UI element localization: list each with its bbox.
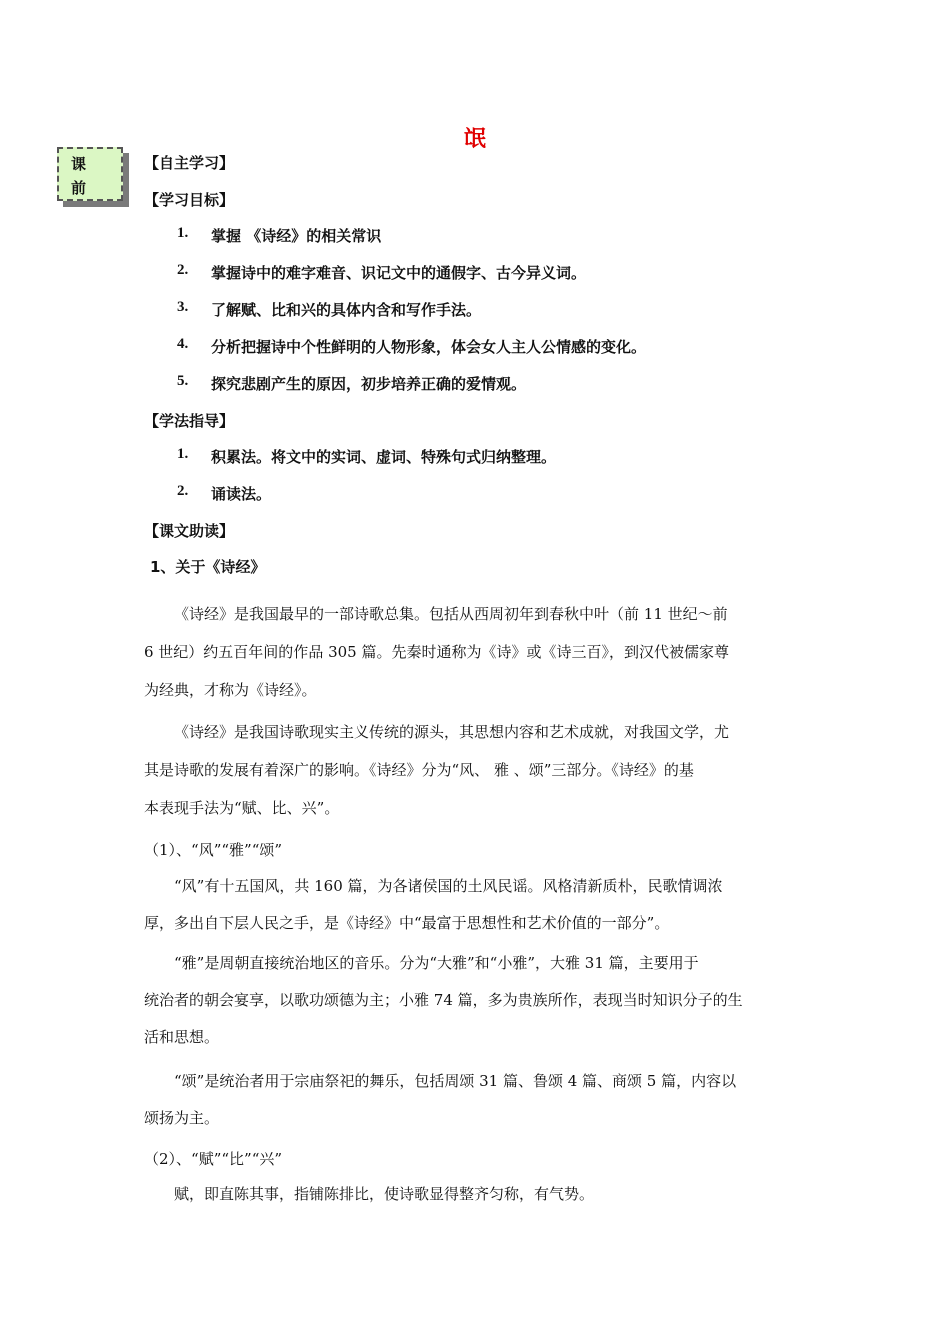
list-item-number: 1.: [177, 446, 189, 462]
list-item: 诵读法。: [211, 485, 272, 503]
subsection-heading-about: 1、关于《诗经》: [150, 558, 266, 576]
text-line: 6 世纪）约五百年间的作品 305 篇。先秦时通称为《诗》或《诗三百》，到汉代被儒家尊: [144, 643, 729, 661]
text-line: 统治者的朝会宴享，以歌功颂德为主；小雅 74 篇，多为贵族所作，表现当时知识分子的生: [144, 991, 743, 1009]
list-item-number: 2.: [177, 262, 189, 278]
list-item: 掌握 《诗经》的相关常识: [211, 227, 382, 245]
list-item-number: 2.: [177, 483, 189, 499]
side-tag-char: 前: [71, 179, 87, 197]
list-item: 掌握诗中的难字难音、识记文中的通假字、古今异义词。: [211, 264, 587, 282]
text-line: 《诗经》是我国诗歌现实主义传统的源头，其思想内容和艺术成就，对我国文学，尤: [174, 723, 730, 741]
paragraph-ya: [144, 945, 808, 1056]
paragraph-fu: 赋，即直陈其事，指铺陈排比，使诗歌显得整齐匀称，有气势。: [174, 1185, 595, 1203]
list-item-number: 5.: [177, 373, 189, 389]
text-line: “雅”是周朝直接统治地区的音乐。分为“大雅”和“小雅”，大雅 31 篇，主要用于: [174, 954, 699, 972]
text-line: 《诗经》是我国最早的一部诗歌总集。包括从西周初年到春秋中叶（前 11 世纪～前: [174, 605, 728, 623]
text-line: 颂扬为主。: [144, 1109, 220, 1127]
list-item-number: 4.: [177, 336, 189, 352]
paragraph-feng: [144, 868, 808, 942]
text-line: 本表现手法为“赋、比、兴”。: [144, 799, 340, 817]
side-tag: [57, 147, 123, 201]
list-item: 分析把握诗中个性鲜明的人物形象，体会女人主人公情感的变化。: [211, 338, 647, 356]
list-item-number: 3.: [177, 299, 189, 315]
list-item: 了解赋、比和兴的具体内含和写作手法。: [211, 301, 482, 319]
text-line: 其是诗歌的发展有着深广的影响。《诗经》分为“风、 雅 、颂”三部分。《诗经》的基: [144, 761, 694, 779]
list-item: 探究悲剧产生的原因，初步培养正确的爱情观。: [211, 375, 527, 393]
text-line: 厚，多出自下层人民之手，是《诗经》中“最富于思想性和艺术价值的一部分”。: [144, 914, 670, 932]
side-tag-char: 课: [71, 155, 87, 173]
text-line: “颂”是统治者用于宗庙祭祀的舞乐，包括周颂 31 篇、鲁颂 4 篇、商颂 5 篇，内容以: [174, 1072, 737, 1090]
section-heading-self-study: 【自主学习】: [144, 154, 235, 172]
section-heading-reading: 【课文助读】: [144, 522, 235, 540]
text-line: 为经典，才称为《诗经》。: [144, 681, 317, 699]
paragraph-intro: [144, 595, 808, 709]
page-title: 氓: [463, 127, 486, 152]
section-heading-objectives: 【学习目标】: [144, 191, 235, 209]
subheading-fu-bi-xing: （2）、“赋”“比”“兴”: [144, 1150, 283, 1168]
paragraph-song: [144, 1063, 808, 1137]
list-item-number: 1.: [177, 225, 189, 241]
section-heading-method: 【学法指导】: [144, 412, 235, 430]
list-item: 积累法。将文中的实词、虚词、特殊句式归纳整理。: [211, 448, 557, 466]
text-line: “风”有十五国风，共 160 篇，为各诸侯国的土风民谣。风格清新质朴，民歌情调浓: [174, 877, 723, 895]
subheading-feng-ya-song: （1）、“风”“雅”“颂”: [144, 841, 283, 859]
text-line: 活和思想。: [144, 1028, 220, 1046]
paragraph-influence: [144, 713, 808, 827]
